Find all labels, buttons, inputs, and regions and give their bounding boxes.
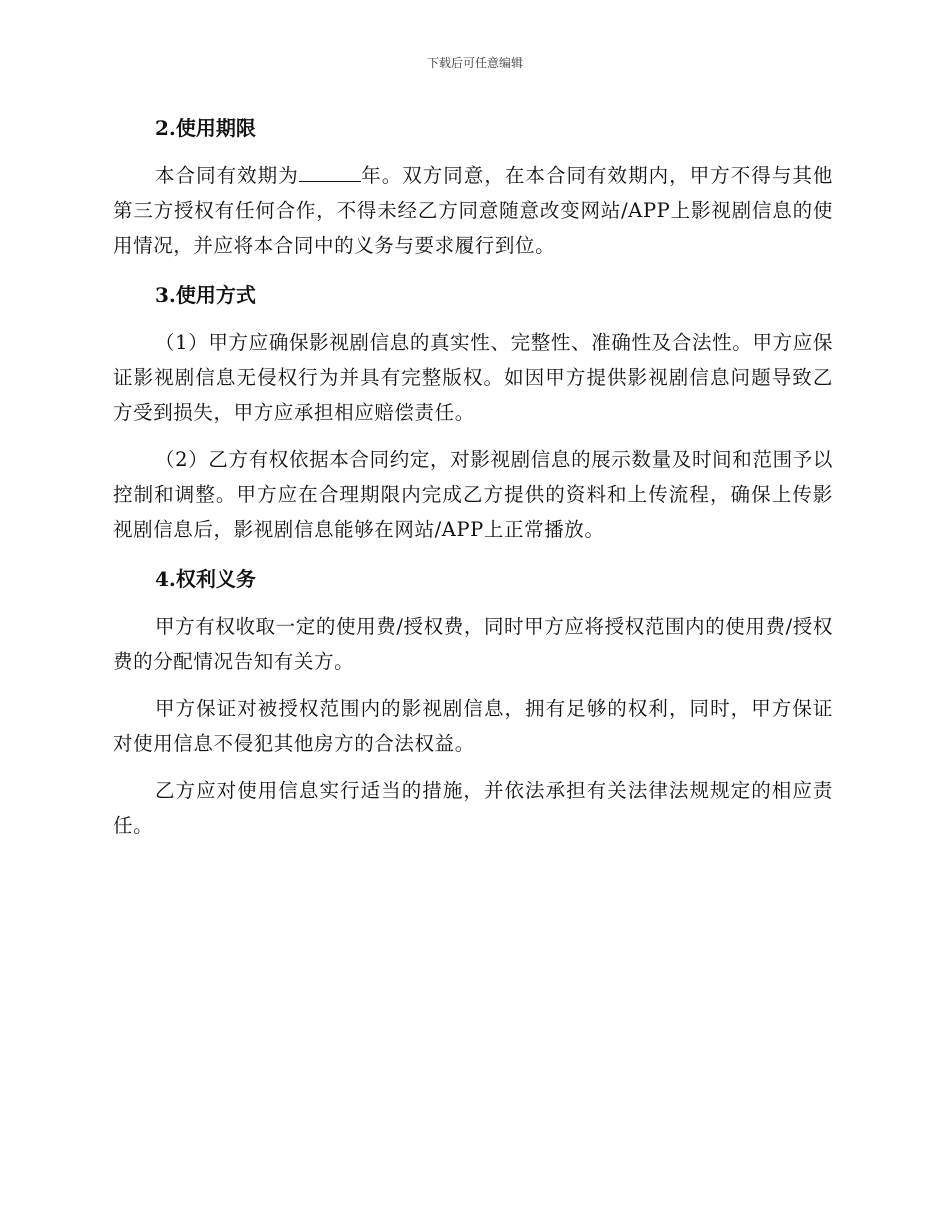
paragraph-rights-3: 乙方应对使用信息实行适当的措施，并依法承担有关法律法规规定的相应责任。	[113, 779, 833, 837]
section-heading-usage-method: 3.使用方式	[155, 283, 256, 307]
section-heading-usage-period: 2.使用期限	[155, 116, 256, 140]
validity-text-after: 年。双方同意，在本合同有效期内，甲方不得与其他第三方授权有任何合作，不得未经乙方同意随意改变网站/APP上影视剧信息的使用情况，并应将本合同中的义务与要求履行到位。	[113, 164, 833, 257]
page-header: 下载后可任意编辑	[426, 56, 523, 70]
document-body	[113, 108, 833, 843]
years-blank-field	[299, 163, 361, 182]
validity-text-before: 本合同有效期为	[155, 164, 299, 187]
paragraph-validity-period	[113, 158, 833, 263]
paragraph-method-1: （1）甲方应确保影视剧信息的真实性、完整性、准确性及合法性。甲方应保证影视剧信息无侵权行为并具有完整版权。如因甲方提供影视剧信息问题导致乙方受到损失，甲方应承担相应赔偿责任。	[113, 331, 833, 424]
section-heading-rights-obligations: 4.权利义务	[155, 567, 256, 591]
paragraph-rights-2: 甲方保证对被授权范围内的影视剧信息，拥有足够的权利，同时，甲方保证对使用信息不侵犯其他房方的合法权益。	[113, 697, 833, 755]
paragraph-rights-1: 甲方有权收取一定的使用费/授权费，同时甲方应将授权范围内的使用费/授权费的分配情况告知有关方。	[113, 615, 833, 673]
paragraph-method-2: （2）乙方有权依据本合同约定，对影视剧信息的展示数量及时间和范围予以控制和调整。甲方应在合理期限内完成乙方提供的资料和上传流程，确保上传影视剧信息后，影视剧信息能够在网站/APP上正常播放。	[113, 448, 833, 541]
